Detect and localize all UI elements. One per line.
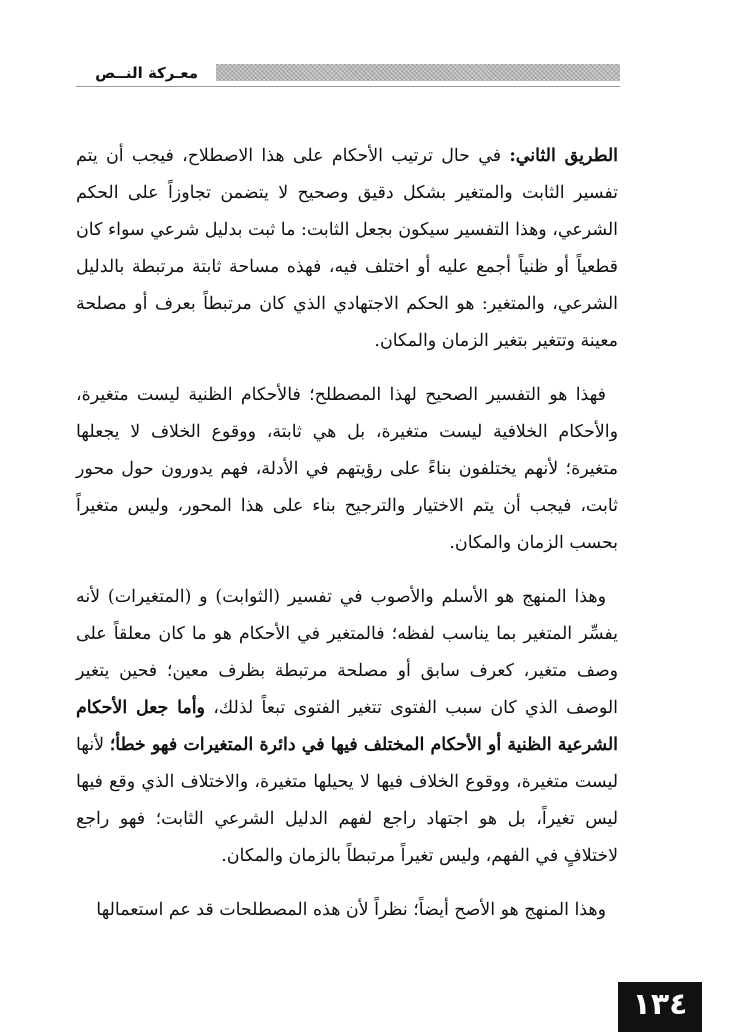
paragraph-4 xyxy=(76,892,618,929)
page-number: ١٣٤ xyxy=(618,982,702,1032)
paragraph-1 xyxy=(76,138,618,360)
header-decorative-band xyxy=(216,64,620,81)
paragraph-2 xyxy=(76,377,618,562)
chapter-title: معـركة النــص xyxy=(95,64,198,82)
page-body xyxy=(76,138,618,946)
header-rule xyxy=(76,86,620,87)
paragraph-text: فهذا هو التفسير الصحيح لهذا المصطلح؛ فالأحكام الظنية ليست متغيرة، والأحكام الخلافية ليست متغيرة، بل هي ثابتة، ووقوع الخلاف لا يجعلها متغيرة؛ لأنهم يختلفون بناءً على رؤيتهم في الأدلة، فهم يدورون حول محور ثابت، فيجب أن يتم الاختيار والترجيح بناء على هذا المحور، وليس متغيراً بحسب الزمان والمكان. xyxy=(76,385,618,553)
running-header xyxy=(76,62,620,84)
paragraph-3 xyxy=(76,579,618,875)
paragraph-text: وهذا المنهج هو الأسلم والأصوب في تفسير (الثوابت) و (المتغيرات) لأنه يفسِّر المتغير بما يناسب لفظه؛ فالمتغير في الأحكام هو ما كان معلقاً على وصف متغير، كعرف سابق أو مصلحة مرتبطة بظرف معين؛ فحين يتغير الوصف الذي كان سبب الفتوى تتغير الفتوى تبعاً لذلك، xyxy=(76,587,618,718)
paragraph-text: وهذا المنهج هو الأصح أيضاً؛ نظراً لأن هذه المصطلحات قد عم استعمالها xyxy=(96,900,606,920)
paragraph-lead: الطريق الثاني: xyxy=(509,146,618,166)
paragraph-text: في حال ترتيب الأحكام على هذا الاصطلاح، فيجب أن يتم تفسير الثابت والمتغير بشكل دقيق وصحيح لا يتضمن تجاوزاً على الحكم الشرعي، وهذا التفسير سيكون بجعل الثابت: ما ثبت بدليل شرعي سواء كان قطعياً أو ظنياً أجمع عليه أو اختلف فيه، فهذه مساحة ثابتة مرتبطة بالدليل الشرعي، والمتغير: هو الحكم الاجتهادي الذي كان مرتبطاً بعرف أو مصلحة معينة وتتغير بتغير الزمان والمكان. xyxy=(76,146,618,351)
paragraph-bold-text: وأما جعل الأحكام الشرعية الظنية أو الأحكام المختلف فيها في دائرة المتغيرات فهو خطأ؛ xyxy=(76,698,618,755)
paragraph-text: لأنها ليست متغيرة، ووقوع الخلاف فيها لا يحيلها متغيرة، والاختلاف الذي وقع فيها ليس تغيراً، بل هو اجتهاد راجع لفهم الدليل الشرعي الثابت؛ فهو راجع لاختلافٍ في الفهم، وليس تغيراً مرتبطاً بالزمان والمكان. xyxy=(76,735,618,866)
